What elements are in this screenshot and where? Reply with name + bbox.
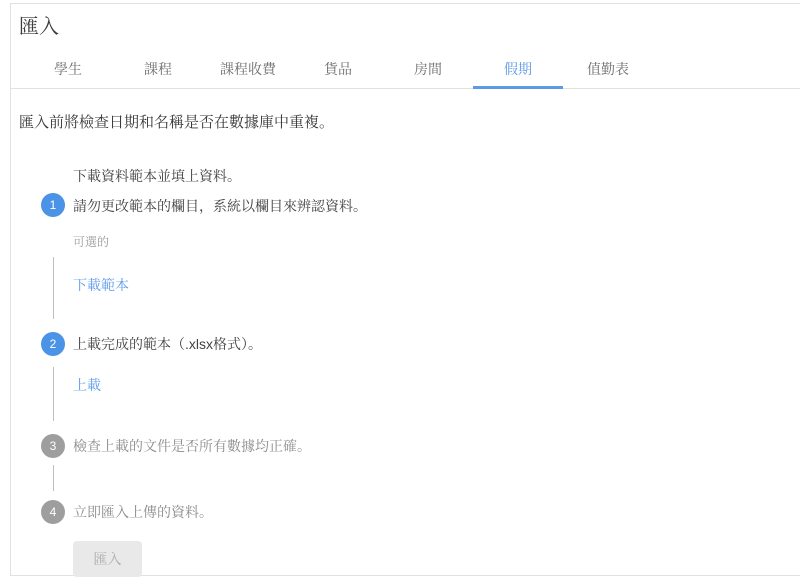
step-3-label [73,431,800,461]
step-3-number-icon [41,434,65,458]
tab-panel-holidays [11,113,800,577]
step-1-line-2: 請勿更改範本的欄目，系統以欄目來辨認資料。 [73,198,367,214]
import-stepper [41,161,800,577]
step-2-number: 2 [49,337,57,351]
step-1-label [73,161,800,249]
step-1 [41,161,800,249]
step-3-number: 3 [49,439,57,453]
import-panel [10,3,800,576]
step-2-line-1: 上載完成的範本（.xlsx格式）。 [73,336,262,352]
tab-bar [11,49,800,89]
step-3-connector [53,465,800,491]
tab-course-fees[interactable]: 課程收費 [220,61,276,77]
step-2 [41,329,800,359]
step-3-line-1: 檢查上載的文件是否所有數據均正確。 [73,438,311,454]
import-button[interactable]: 匯入 [73,541,142,577]
tab-goods[interactable]: 貨品 [324,61,352,77]
step-3 [41,431,800,461]
upload-link[interactable]: 上載 [73,377,101,393]
tab-holidays[interactable]: 假期 [473,49,563,89]
page-title: 匯入 [19,16,59,38]
step-1-content [53,257,800,319]
download-template-link[interactable]: 下載範本 [73,277,129,293]
step-4 [41,497,800,527]
step-1-number: 1 [49,198,57,212]
step-4-label [73,497,800,527]
tab-duty-roster[interactable]: 值勤表 [587,61,629,77]
step-1-line-1: 下載資料範本並填上資料。 [73,168,241,184]
step-2-label [73,329,800,359]
step-4-number-icon [41,500,65,524]
step-1-number-icon [41,193,65,217]
tab-rooms[interactable]: 房間 [414,61,442,77]
step-4-line-1: 立即匯入上傳的資料。 [73,504,213,520]
step-1-optional-caption: 可選的 [73,235,110,249]
tab-students[interactable]: 學生 [54,61,82,77]
step-2-number-icon [41,332,65,356]
step-2-content [53,367,800,421]
step-4-number: 4 [49,505,57,519]
duplicate-check-note: 匯入前將檢查日期和名稱是否在數據庫中重複。 [19,114,335,131]
tab-courses[interactable]: 課程 [144,61,172,77]
